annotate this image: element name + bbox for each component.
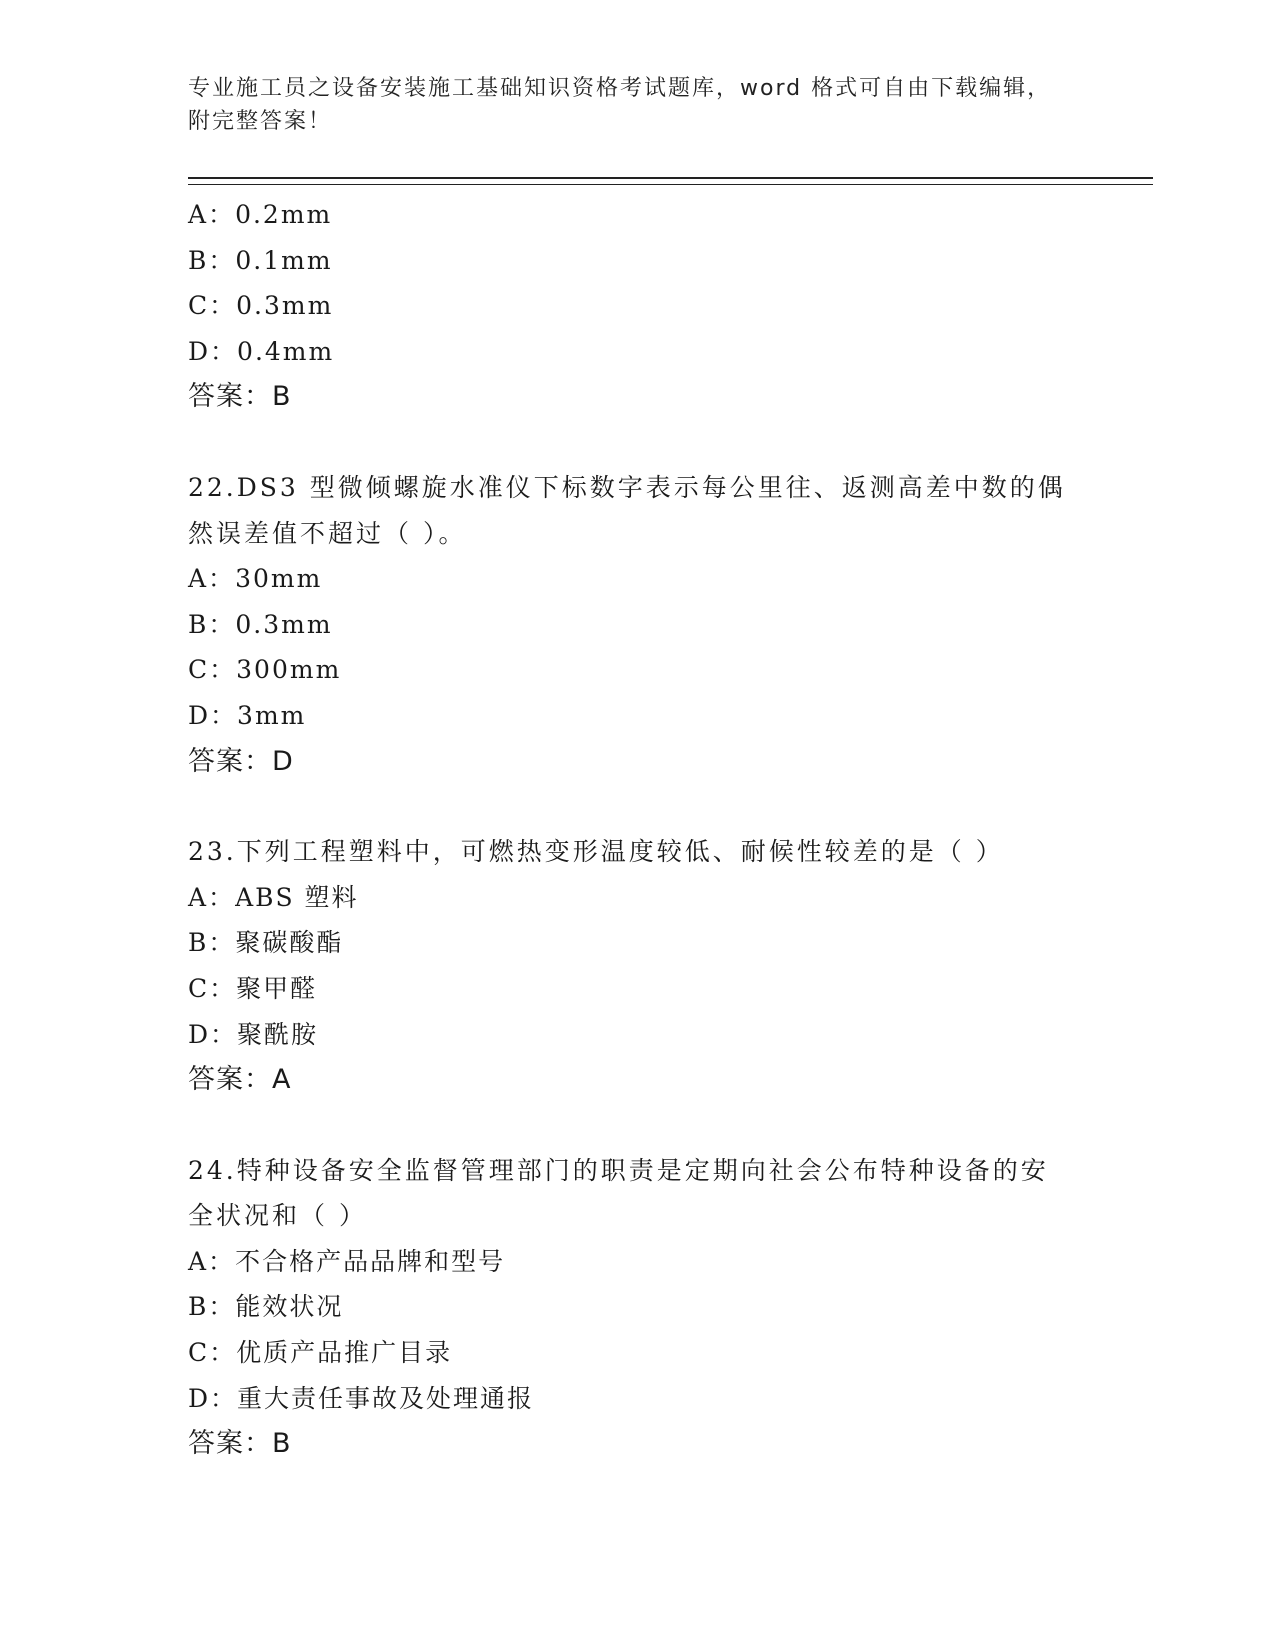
question-text (188, 465, 1068, 556)
option-key: C： (188, 291, 237, 321)
option-text: 300mm (236, 655, 342, 685)
option-d (188, 693, 1088, 739)
option-key: D： (188, 1019, 238, 1049)
option-key: D： (188, 336, 238, 366)
option-key: A： (188, 882, 236, 912)
option-d (188, 329, 1088, 375)
option-text: 能效状况 (235, 1292, 344, 1322)
option-text: 0.3mm (235, 609, 333, 639)
question-list (188, 192, 1088, 1512)
option-text: ABS 塑料 (235, 882, 359, 912)
option-key: C： (188, 973, 237, 1003)
option-text: 重大责任事故及处理通报 (237, 1383, 535, 1413)
question-block-23 (188, 829, 1088, 1103)
option-d (188, 1012, 1088, 1058)
option-a (188, 1239, 1088, 1285)
option-text: 0.3mm (236, 291, 334, 321)
option-b (188, 1284, 1088, 1330)
answer-line: 答案：B (188, 1428, 292, 1460)
question-block-22 (188, 465, 1088, 784)
option-key: A： (188, 200, 236, 229)
option-b (188, 920, 1088, 966)
answer-line: 答案：A (188, 1064, 292, 1096)
option-key: D： (188, 1383, 238, 1413)
option-text: 不合格产品品牌和型号 (235, 1246, 506, 1276)
option-key: C： (188, 1338, 237, 1368)
question-line-2: 全状况和（ ） (188, 1201, 367, 1231)
option-c (188, 1330, 1088, 1376)
question-line-1: 22.DS3 型微倾螺旋水准仪下标数字表示每公里往、返测高差中数的偶 (188, 472, 1066, 502)
header-rule-thick (188, 177, 1153, 179)
question-line-1: 23.下列工程塑料中，可燃热变形温度较低、耐候性较差的是（ ） (188, 837, 1004, 867)
header-rule-thin (188, 184, 1153, 185)
option-text: 30mm (235, 564, 323, 594)
option-text: 0.1mm (235, 245, 333, 275)
option-b (188, 602, 1088, 648)
question-line-2: 然误差值不超过（ ）。 (188, 518, 467, 548)
option-a (188, 875, 1088, 921)
option-text: 0.4mm (237, 336, 335, 366)
answer-line: 答案：D (188, 745, 294, 777)
option-key: A： (188, 564, 236, 594)
option-a (188, 556, 1088, 602)
option-d (188, 1376, 1088, 1422)
option-text: 优质产品推广目录 (236, 1338, 453, 1368)
option-text: 聚甲醛 (236, 973, 318, 1003)
option-b (188, 238, 1088, 284)
question-line-1: 24.特种设备安全监督管理部门的职责是定期向社会公布特种设备的安 (188, 1155, 1049, 1185)
option-key: B： (188, 245, 236, 275)
option-key: B： (188, 1292, 236, 1322)
answer-line: 答案：B (188, 381, 292, 413)
option-c (188, 966, 1088, 1012)
question-block-24 (188, 1148, 1088, 1467)
option-key: B： (188, 928, 236, 958)
option-a (188, 192, 1088, 238)
option-text: 3mm (237, 700, 307, 730)
header-line-2: 附完整答案！ (188, 109, 333, 134)
question-block-21 (188, 192, 1088, 420)
question-text (188, 1148, 1068, 1239)
header-line-1: 专业施工员之设备安装施工基础知识资格考试题库，word 格式可自由下载编辑， (188, 76, 1052, 101)
option-c (188, 283, 1088, 329)
document-header (188, 72, 1088, 138)
question-text (188, 829, 1068, 875)
option-key: D： (188, 700, 238, 730)
option-text: 聚碳酸酯 (235, 928, 344, 958)
option-key: B： (188, 609, 236, 639)
option-text: 聚酰胺 (237, 1019, 319, 1049)
option-c (188, 647, 1088, 693)
option-key: A： (188, 1246, 236, 1276)
option-key: C： (188, 655, 237, 685)
option-text: 0.2mm (235, 200, 333, 229)
